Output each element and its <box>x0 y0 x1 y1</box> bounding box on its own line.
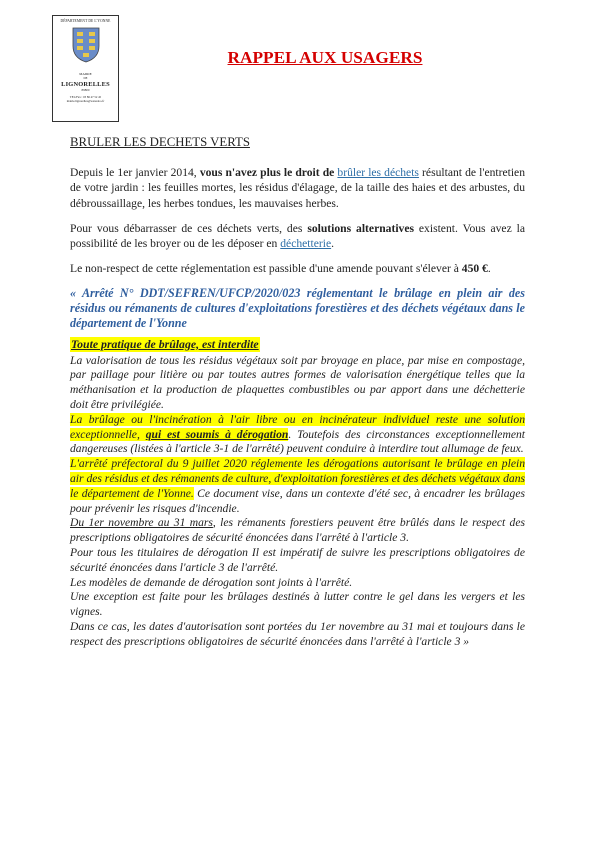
arrete-title: « Arrêté N° DDT/SEFREN/UFCP/2020/023 réglementant le brûlage en plein air des résidus ou rémanents de cultures d'exploitations forestières et des déchets végétaux dans le département de l'Yonne <box>70 285 525 331</box>
body-paragraph: La valorisation de tous les résidus végétaux soit par broyage en place, par mise en compostage, par paillage pour litière ou par toutes autres formes de valorisation énergétique telles que la méthanisation et la production de plaquettes combustibles ou par apport dans une déchetterie doit être privilégiée. <box>70 353 525 412</box>
bold-text: solutions alternatives <box>307 221 414 235</box>
prohibition-banner: Toute pratique de brûlage, est interdite <box>71 336 259 351</box>
text: , les rémanents forestiers peuvent être brûlés dans le respect des prescriptions obligatoires de sécurité énoncées dans l'arrêté à l'article 3. <box>70 516 525 545</box>
logo-mairie: MAIRIE <box>79 72 92 76</box>
text: . Toutefois des circonstances exceptionnellement dangereuses (listées à l'article 3-1 de l'arrêté) peuvent conduire à interdire tout allumage de feux. <box>70 427 525 456</box>
text: résultant de l'entretien de votre jardin : les feuilles mortes, les résidus d'élagage, de la taille des haies et des arbustes, du débroussaillage, les herbes tondues, les mauvaises herbes. <box>70 166 525 210</box>
dechetterie-link[interactable]: déchetterie <box>280 237 332 251</box>
coat-of-arms-icon <box>71 26 101 64</box>
logo-email: mairie.lignorelles@wanadoo.fr <box>66 99 105 103</box>
logo-postcode: 89800 <box>81 88 90 92</box>
body-paragraph: Les modèles de demande de dérogation sont joints à l'arrêté. <box>70 575 353 589</box>
body-paragraph: Une exception est faite pour les brûlages destinés à lutter contre le gel dans les vergers et les vignes. <box>70 590 525 619</box>
text: Depuis le 1er janvier 2014, <box>70 166 200 179</box>
bold-text: vous n'avez plus le droit de <box>199 166 338 179</box>
body-paragraph <box>70 413 525 457</box>
logo-department: DÉPARTEMENT DE L'YONNE <box>60 19 111 23</box>
fine-amount: 450 € <box>461 262 488 276</box>
body-paragraph: Pour tous les titulaires de dérogation Il est impératif de suivre les prescriptions obligatoires de sécurité énoncées dans l'article 3 de l'arrêté. <box>70 546 525 574</box>
text: . <box>487 262 491 276</box>
text: . <box>331 237 335 251</box>
text: Ce document vise, dans un contexte d'été sec, à encadrer les brûlages pour prévenir les risques d'incendie. <box>70 486 525 515</box>
highlighted-text: La brûlage ou l'incinération à l'air libre ou en incinérateur individuel reste une solution exceptionnelle, <box>70 412 525 441</box>
paragraph-fine <box>70 261 525 276</box>
paragraph-ban <box>70 165 525 211</box>
body-paragraph <box>70 516 525 546</box>
body-paragraph <box>70 457 525 516</box>
text: existent. Vous avez la possibilité de les broyer ou de les déposer en <box>70 221 525 251</box>
underlined-text: Du 1er novembre au 31 mars <box>70 516 213 530</box>
paragraph-alternatives <box>70 221 525 252</box>
bruler-dechets-link[interactable]: brûler les déchets <box>337 166 419 179</box>
text: Le non-respect de cette réglementation est passible d'une amende pouvant s'élever à <box>70 262 462 276</box>
body-paragraph: Dans ce cas, les dates d'autorisation sont portées du 1er novembre au 31 mai et toujours dans le respect des prescriptions obligatoires de sécurité énoncées dans l'arrêté à l'article 3 » <box>70 620 525 648</box>
highlighted-text: qui est soumis à dérogation <box>145 427 289 441</box>
logo-phone: TEL/Fax : 03 86 47 52 45 <box>69 95 102 99</box>
logo-de: DE <box>83 76 88 80</box>
main-content <box>70 135 525 650</box>
page-title: RAPPEL AUX USAGERS <box>227 48 423 67</box>
highlighted-text: L'arrêté préfectoral du 9 juillet 2020 réglemente les dérogations autorisant le brûlage en plein air des résidus et des rémanents de culture, d'exploitation forestières et des déchets végétaux dans le département de l'Yonne. <box>70 457 525 500</box>
municipality-logo <box>52 15 119 122</box>
section-title: BRULER LES DECHETS VERTS <box>70 135 250 149</box>
logo-town: LIGNORELLES <box>61 81 110 88</box>
text: Pour vous débarrasser de ces déchets verts, des <box>70 221 308 235</box>
